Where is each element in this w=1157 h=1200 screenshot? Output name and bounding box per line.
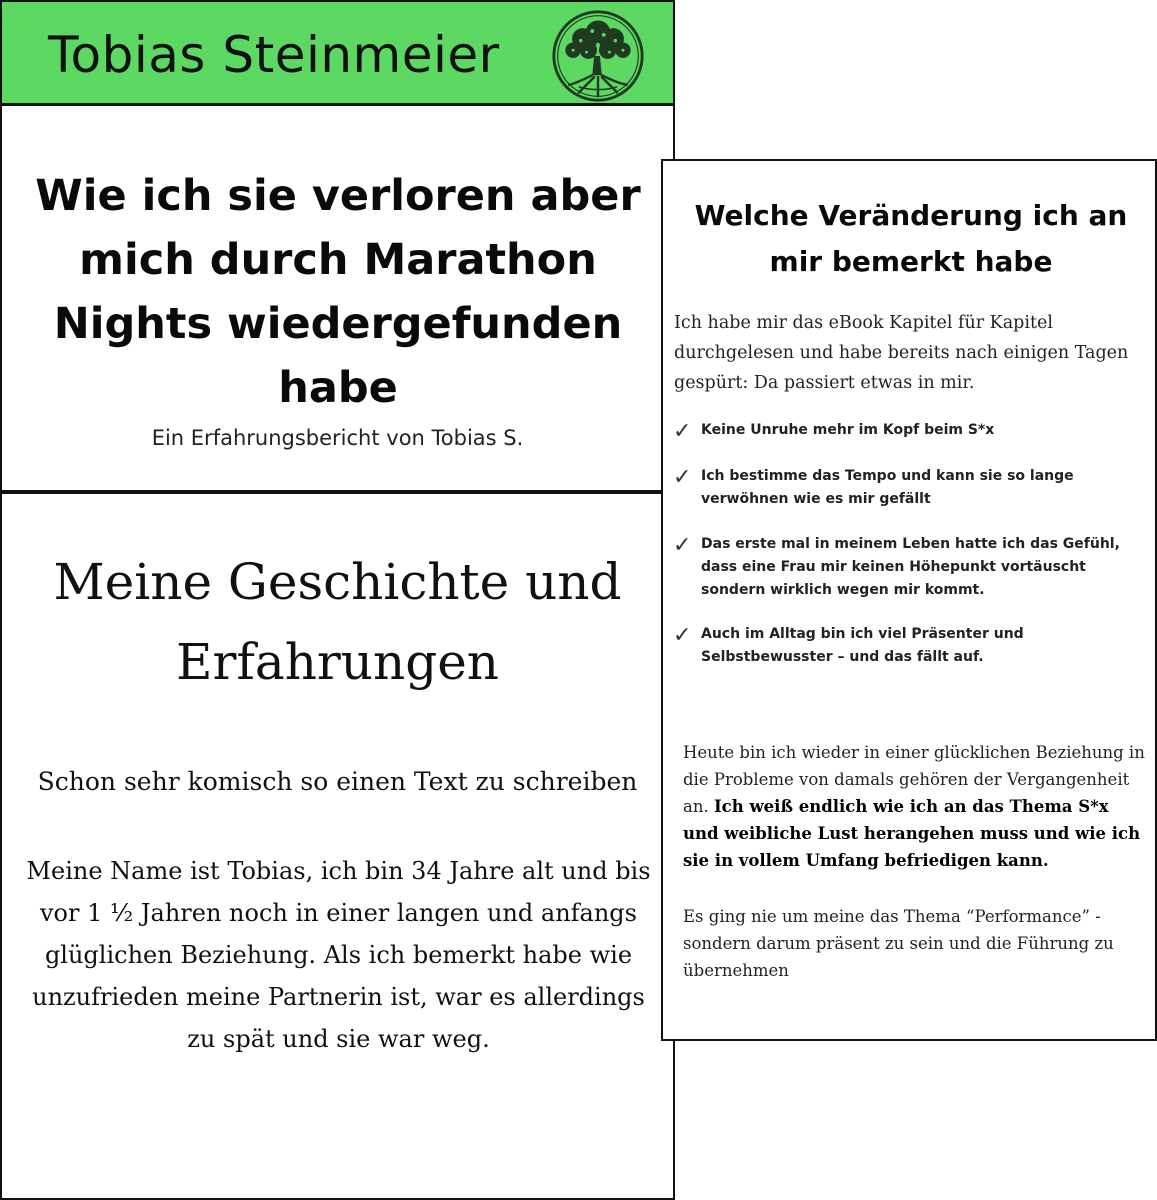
book-subtitle: Ein Erfahrungsbericht von Tobias S.: [151, 426, 524, 450]
right-heading: Welche Veränderung ich an mir bemerkt habe: [694, 199, 1128, 278]
check-item: [673, 419, 1143, 442]
check-item-text: Keine Unruhe mehr im Kopf beim S*x: [701, 422, 995, 438]
right-page: [661, 159, 1157, 1041]
closing-bold-text: Ich weiß endlich wie ich an das Thema S*x und weibliche Lust herangehen muss und wie ich sie in vollem Umfang befriedigen kann.: [683, 797, 1141, 870]
checkmark-icon: ✓: [673, 419, 692, 444]
story-paragraph: Meine Name ist Tobias, ich bin 34 Jahre alt und bis vor 1 ½ Jahren noch in einer langen und anfangs glüglichen Beziehung. Als ich bemerkt habe wie unzufrieden meine Partnerin ist, war es allerdings zu spät und sie war weg.: [26, 857, 651, 1053]
tree-of-life-icon: [550, 8, 646, 104]
check-item: [673, 623, 1143, 669]
header-bar: [2, 2, 673, 106]
check-item-text: Das erste mal in meinem Leben hatte ich das Gefühl, dass eine Frau mir keinen Höhepunkt vortäuscht sondern wirklich wegen mir kommt.: [701, 536, 1120, 598]
check-item: [673, 465, 1143, 511]
title-section: [2, 106, 673, 494]
check-item-text: Ich bestimme das Tempo und kann sie so lange verwöhnen wie es mir gefällt: [701, 468, 1074, 507]
story-heading: Meine Geschichte und Erfahrungen: [53, 553, 622, 691]
closing-regular-text: Heute bin ich wieder in einer glücklichen Beziehung in die Probleme von damals gehören der Vergangenheit an.: [683, 743, 1145, 816]
checkmark-icon: ✓: [673, 465, 692, 490]
right-intro: Ich habe mir das eBook Kapitel für Kapitel durchgelesen und habe bereits nach einigen Tagen gespürt: Da passiert etwas in mir.: [674, 313, 1129, 393]
story-intro: Schon sehr komisch so einen Text zu schreiben: [37, 767, 638, 796]
author-name: Tobias Steinmeier: [48, 26, 500, 84]
right-closing-paragraph: [683, 739, 1145, 874]
checkmark-icon: ✓: [673, 623, 692, 648]
check-item: [673, 533, 1143, 602]
right-final-paragraph: Es ging nie um meine das Thema “Performance” - sondern darum präsent zu sein und die Führung zu übernehmen: [683, 907, 1114, 980]
checkmark-icon: ✓: [673, 533, 692, 558]
book-title: Wie ich sie verloren aber mich durch Marathon Nights wiedergefunden habe: [35, 171, 641, 413]
check-item-text: Auch im Alltag bin ich viel Präsenter und Selbstbewusster – und das fällt auf.: [701, 626, 1024, 665]
